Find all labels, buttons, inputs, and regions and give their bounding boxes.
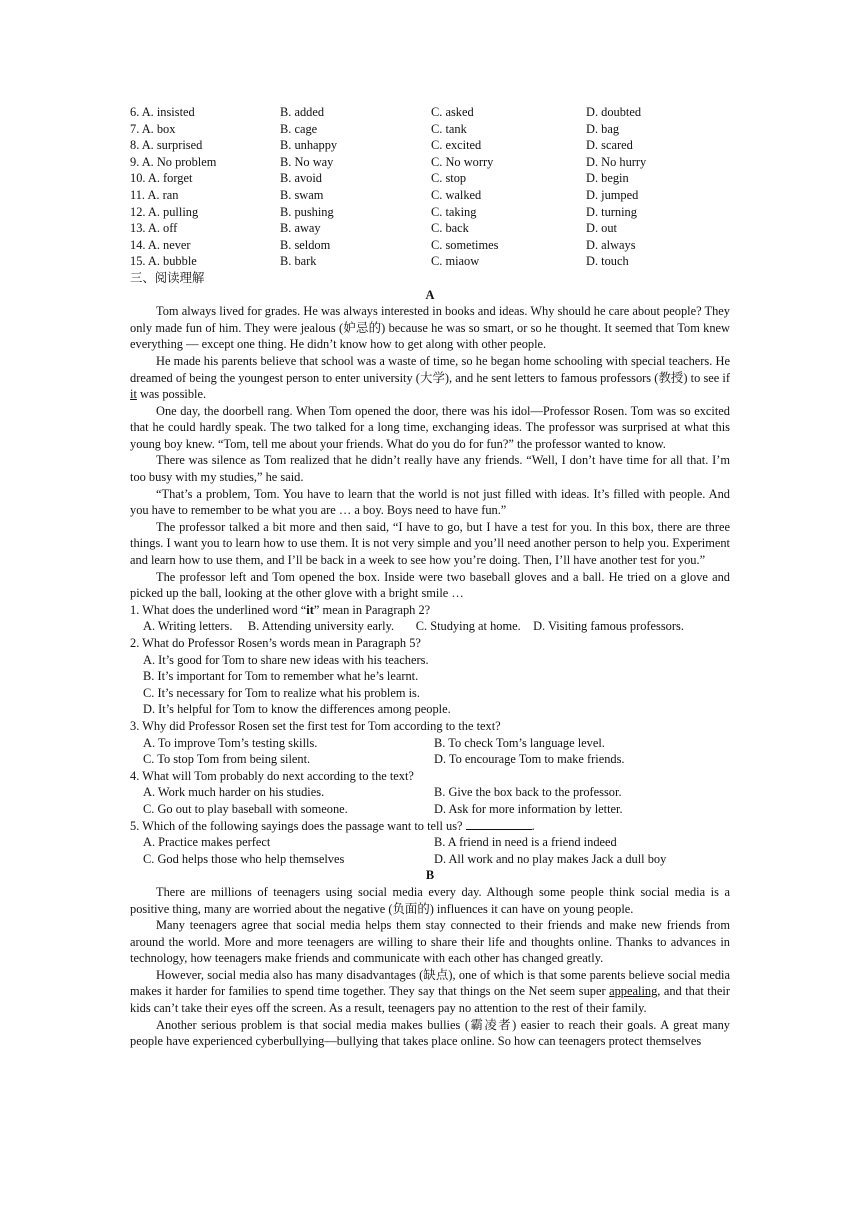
cloze-option: B. unhappy bbox=[280, 138, 338, 153]
passage-a-paragraph-6: The professor talked a bit more and then said, “I have to go, but I have a test for you. In this box, there are three things. I want you to learn how to use them. It is not very simple and you’ll need another person to help you. Experiment and learn how to use them, and I’ll be back in a week to see how you’re doing. Then, I’ll have another test for you.” bbox=[130, 519, 730, 568]
cloze-option: B. pushing bbox=[280, 204, 334, 219]
cloze-option: B. away bbox=[280, 221, 321, 236]
cloze-option: C. taking bbox=[431, 204, 477, 219]
cloze-option: B. bark bbox=[280, 254, 317, 269]
question-2-option-b: B. It’s important for Tom to remember what he’s learnt. bbox=[143, 669, 419, 684]
text-span: was possible. bbox=[136, 387, 207, 402]
cloze-option: D. doubted bbox=[586, 105, 642, 119]
cloze-option: D. bag bbox=[586, 121, 620, 136]
cloze-option: C. stop bbox=[431, 171, 467, 186]
answer-blank bbox=[466, 818, 532, 830]
question-4-option-c: C. Go out to play baseball with someone. bbox=[143, 801, 348, 816]
cloze-option: C. No worry bbox=[431, 154, 494, 169]
text-span: 1. What does the underlined word “ bbox=[130, 602, 307, 617]
section-heading: 三、阅读理解 bbox=[130, 270, 205, 285]
cloze-option: D. jumped bbox=[586, 187, 639, 202]
cloze-option: 15. A. bubble bbox=[130, 254, 197, 269]
cloze-option: C. miaow bbox=[431, 254, 480, 269]
passage-a-paragraph-4: There was silence as Tom realized that he didn’t really have any friends. “Well, I don’t have time for all that. I’m too busy with my studies,” he said. bbox=[130, 453, 730, 485]
cloze-option-row bbox=[130, 170, 730, 187]
question-4-option-a: A. Work much harder on his studies. bbox=[143, 785, 325, 800]
question-4-option-d: D. Ask for more information by letter. bbox=[434, 801, 623, 816]
question-5-option-a: A. Practice makes perfect bbox=[143, 835, 271, 850]
cloze-option-row bbox=[130, 253, 730, 270]
cloze-option: D. touch bbox=[586, 254, 629, 269]
cloze-option: B. added bbox=[280, 105, 325, 119]
question-3-options-row-1 bbox=[143, 735, 730, 752]
cloze-option: D. always bbox=[586, 237, 636, 252]
question-4-options-row-1 bbox=[143, 784, 730, 801]
cloze-option-row bbox=[130, 104, 730, 121]
passage-a-title: A bbox=[425, 287, 435, 302]
passage-a-paragraph-3: One day, the doorbell rang. When Tom opened the door, there was his idol—Professor Rosen. Tom was so excited that he could hardly speak. The two talked for a long time, exchanging ideas. The professor was surprised at what this young boy knew. “Tom, tell me about your friends. What do you do for fun?” the professor wanted to know. bbox=[130, 403, 730, 451]
text-span: , and that their kids can’t take their eyes off the screen. As a result, teenagers pay no attention to the rest of their family. bbox=[130, 984, 730, 1016]
passage-a-paragraph-7: The professor left and Tom opened the box. Inside were two baseball gloves and a ball. He tried on a glove and picked up the ball, looking at the other glove with a bright smile … bbox=[130, 569, 730, 601]
cloze-option: C. walked bbox=[431, 187, 482, 202]
underlined-word: appealing bbox=[609, 984, 658, 999]
cloze-option: 11. A. ran bbox=[130, 187, 179, 202]
bold-word: it bbox=[306, 602, 314, 617]
cloze-option: D. begin bbox=[586, 171, 629, 186]
question-3-options-row-2 bbox=[143, 751, 730, 768]
cloze-option: C. sometimes bbox=[431, 237, 499, 252]
cloze-option: C. back bbox=[431, 221, 469, 236]
question-2-option-a: A. It’s good for Tom to share new ideas with his teachers. bbox=[143, 652, 429, 667]
question-3-option-d: D. To encourage Tom to make friends. bbox=[434, 752, 625, 767]
cloze-option: D. out bbox=[586, 221, 617, 236]
cloze-option: 14. A. never bbox=[130, 237, 191, 252]
text-span: 5. Which of the following sayings does the passage want to tell us? bbox=[130, 818, 463, 833]
question-5-options-row-2 bbox=[143, 851, 730, 868]
cloze-option-row bbox=[130, 220, 730, 237]
passage-a-paragraph-1: Tom always lived for grades. He was always interested in books and ideas. Why should he care about people? They only made fun of him. They were jealous (妒忌的) because he was so smart, or so he thought. It seemed that Tom knew everything — except one thing. He didn’t know how to get along with other people. bbox=[130, 304, 730, 352]
passage-a-paragraph-2 bbox=[130, 353, 730, 403]
passage-b-paragraph-2: Many teenagers agree that social media helps them stay connected to their friends and make new friends from around the world. More and more teenagers are willing to share their life and thoughts online. Thanks to advances in technology, how teenagers make friends and communicate with each other has changed greatly. bbox=[130, 918, 730, 966]
cloze-option: C. asked bbox=[431, 105, 474, 119]
underlined-word: it bbox=[130, 387, 137, 402]
cloze-option-row bbox=[130, 187, 730, 204]
cloze-options-table bbox=[130, 104, 730, 270]
question-4: 4. What will Tom probably do next according to the text? bbox=[130, 768, 414, 783]
passage-b-title: B bbox=[425, 868, 435, 883]
cloze-option-row bbox=[130, 204, 730, 221]
cloze-option: D. scared bbox=[586, 138, 633, 153]
question-3-option-a: A. To improve Tom’s testing skills. bbox=[143, 735, 318, 750]
cloze-option: 12. A. pulling bbox=[130, 204, 199, 219]
cloze-option: B. seldom bbox=[280, 237, 331, 252]
question-5: 5. Which of the following sayings does the passage want to tell us? . bbox=[130, 818, 535, 833]
passage-b-paragraph-3 bbox=[130, 967, 730, 1017]
question-5-option-b: B. A friend in need is a friend indeed bbox=[434, 835, 617, 850]
cloze-option: D. turning bbox=[586, 204, 637, 219]
cloze-option: C. tank bbox=[431, 121, 467, 136]
cloze-option: 7. A. box bbox=[130, 121, 176, 136]
cloze-option: D. No hurry bbox=[586, 154, 647, 169]
cloze-option: B. No way bbox=[280, 154, 334, 169]
question-2: 2. What do Professor Rosen’s words mean in Paragraph 5? bbox=[130, 636, 421, 650]
question-5-option-c: C. God helps those who help themselves bbox=[143, 851, 345, 866]
question-1 bbox=[130, 602, 730, 619]
cloze-option: 8. A. surprised bbox=[130, 138, 203, 153]
cloze-option: 13. A. off bbox=[130, 221, 178, 236]
question-5-options-row-1 bbox=[143, 834, 730, 851]
cloze-option-row bbox=[130, 121, 730, 138]
exam-page bbox=[130, 104, 730, 1050]
passage-b-paragraph-1: There are millions of teenagers using social media every day. Although some people think social media is a positive thing, many are worried about the negative (负面的) influences it can have on young people. bbox=[130, 884, 730, 916]
question-5-option-d: D. All work and no play makes Jack a dull boy bbox=[434, 851, 667, 866]
question-3-option-c: C. To stop Tom from being silent. bbox=[143, 752, 311, 767]
cloze-option: B. avoid bbox=[280, 171, 322, 186]
cloze-option: 9. A. No problem bbox=[130, 154, 217, 169]
text-span: However, social media also has many disadvantages (缺点), one of which is that some parents believe social media makes it harder for families to spend time together. They say that things on the Net seem super bbox=[130, 967, 730, 999]
cloze-option: 10. A. forget bbox=[130, 171, 193, 186]
question-4-options-row-2 bbox=[143, 801, 730, 818]
cloze-option: C. excited bbox=[431, 138, 482, 153]
question-1-options: A. Writing letters. B. Attending university early. C. Studying at home. D. Visiting famous professors. bbox=[143, 619, 684, 634]
cloze-option: 6. A. insisted bbox=[130, 105, 195, 119]
text-span: ” mean in Paragraph 2? bbox=[313, 602, 431, 617]
passage-a-paragraph-5: “That’s a problem, Tom. You have to learn that the world is not just filled with ideas. It’s filled with people. And you have to remember to be what you are … a boy. Boys need to have fun.” bbox=[130, 486, 730, 518]
question-3: 3. Why did Professor Rosen set the first test for Tom according to the text? bbox=[130, 718, 501, 733]
question-4-option-b: B. Give the box back to the professor. bbox=[434, 785, 622, 800]
cloze-option-row bbox=[130, 137, 730, 154]
cloze-option: B. swam bbox=[280, 187, 324, 202]
cloze-option: B. cage bbox=[280, 121, 318, 136]
question-2-option-d: D. It’s helpful for Tom to know the differences among people. bbox=[143, 702, 451, 717]
question-2-option-c: C. It’s necessary for Tom to realize what his problem is. bbox=[143, 685, 420, 700]
passage-b-paragraph-4: Another serious problem is that social media makes bullies (霸凌者) easier to reach their goals. A great many people have experienced cyberbullying—bullying that takes place online. So how can teenagers protect themselves bbox=[130, 1017, 730, 1049]
text-span: He made his parents believe that school was a waste of time, so he began home schooling with special teachers. He dreamed of being the youngest person to enter university (大学), and he sent letters to famous professors (教授) to see if bbox=[130, 353, 730, 385]
cloze-option-row bbox=[130, 154, 730, 171]
question-3-option-b: B. To check Tom’s language level. bbox=[434, 735, 605, 750]
cloze-option-row bbox=[130, 237, 730, 254]
